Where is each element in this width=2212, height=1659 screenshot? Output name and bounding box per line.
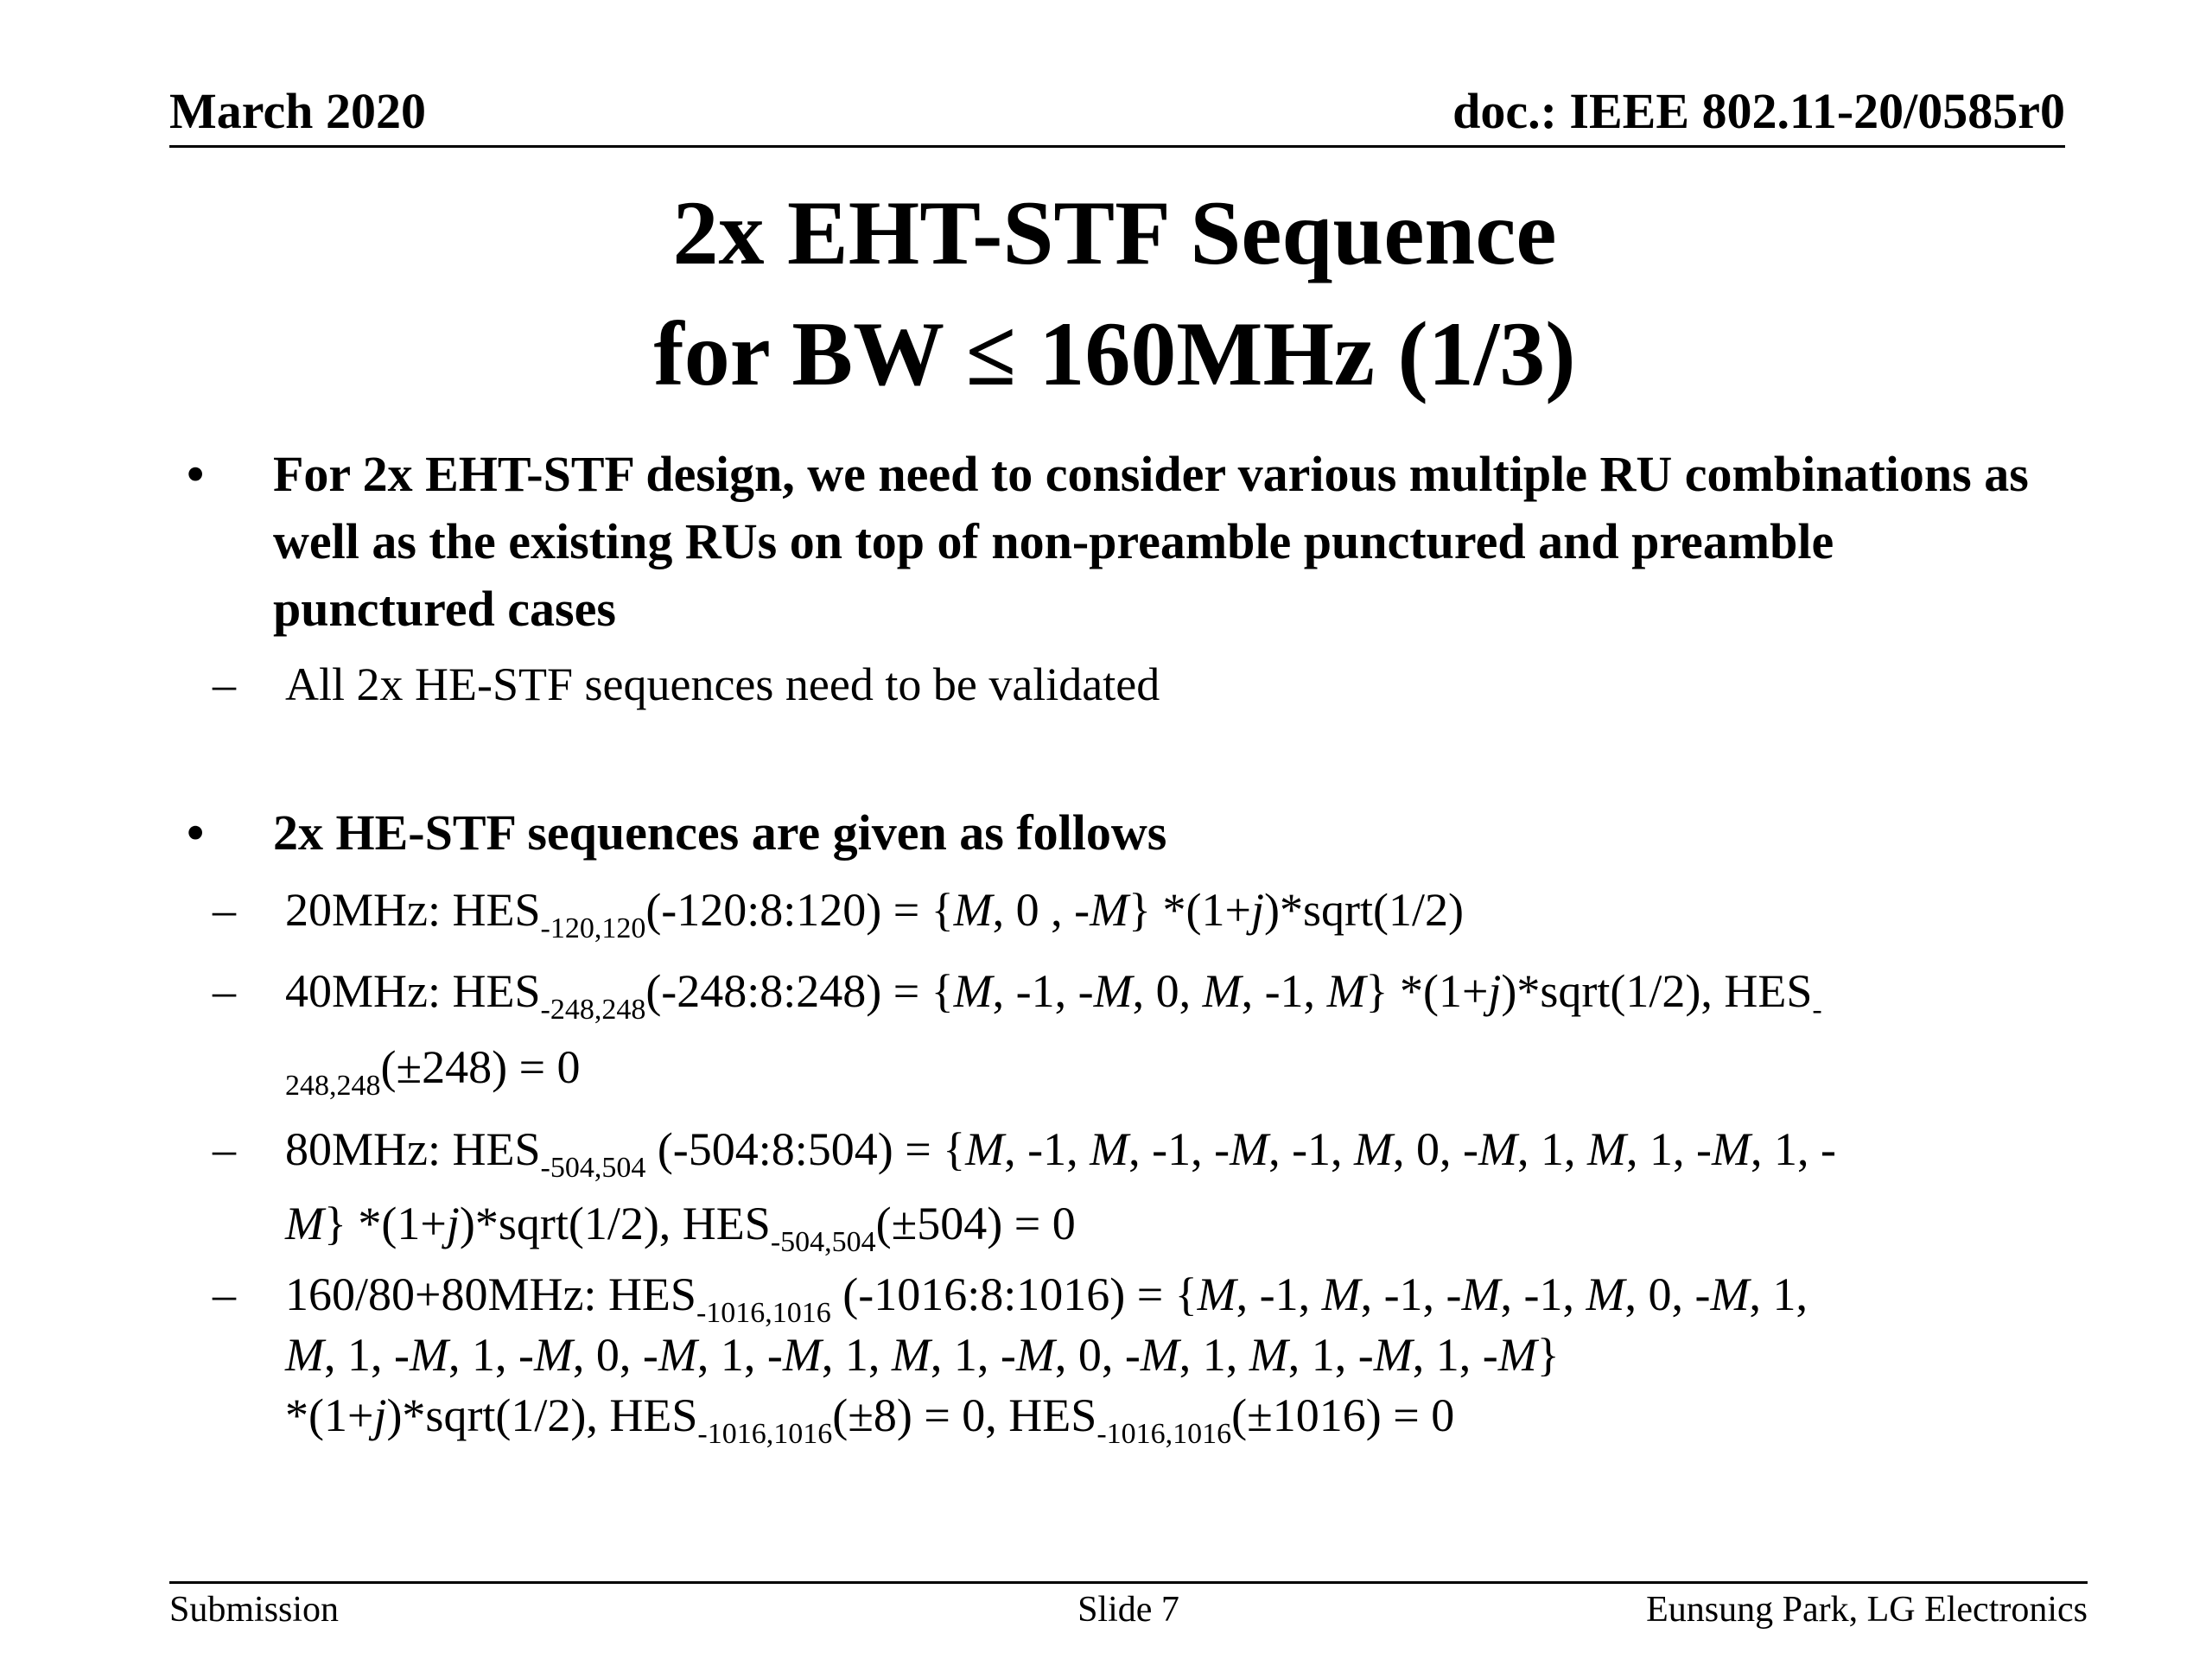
- bullet-1-text: For 2x EHT-STF design, we need to consider various multiple RU combinations as well as the existing RUs on top of non-preamble punctured and preamble punctured cases: [273, 446, 2029, 637]
- seq-m: M: [1461, 1268, 1501, 1320]
- bullet-2-text: 2x HE-STF sequences are given as follows: [273, 804, 1167, 861]
- seq-160-part: }: [1536, 1329, 1560, 1381]
- seq-j: j: [373, 1389, 387, 1441]
- seq-160-part: , 0, -: [1624, 1268, 1711, 1320]
- seq-m: M: [1711, 1123, 1751, 1175]
- seq-m: M: [953, 884, 993, 936]
- seq-40-index-2a: -: [1812, 994, 1822, 1026]
- bullet-item-1: [187, 441, 2044, 643]
- seq-m: M: [1249, 1329, 1288, 1381]
- seq-40-part: (±248) = 0: [380, 1041, 581, 1093]
- seq-m: M: [285, 1198, 324, 1249]
- seq-m: M: [1197, 1268, 1236, 1320]
- bullet-block-1: [187, 441, 2044, 719]
- seq-80-range: (-504:8:504) = {: [645, 1123, 966, 1175]
- seq-160-prefix: 160/80+80MHz: HES: [285, 1268, 696, 1320]
- seq-160-part: , 1, -: [696, 1329, 783, 1381]
- seq-40-part: } *(1+: [1365, 965, 1489, 1017]
- seq-160-part: , 1, -: [1412, 1329, 1498, 1381]
- dash-icon: –: [213, 658, 236, 710]
- seq-m: M: [1587, 1123, 1626, 1175]
- seq-80-part: , -1,: [1004, 1123, 1090, 1175]
- sub-item-40mhz: [100, 953, 2044, 1105]
- seq-m: M: [658, 1329, 697, 1381]
- seq-m: M: [1586, 1268, 1625, 1320]
- sub-item-validate: [100, 650, 2044, 719]
- seq-160-part: , 1, -: [448, 1329, 534, 1381]
- footer-submission: Submission: [169, 1590, 340, 1630]
- seq-160-index-2: -1016,1016: [697, 1418, 833, 1450]
- dash-icon: –: [213, 965, 236, 1017]
- seq-160-index: -1016,1016: [696, 1297, 831, 1329]
- sub-item-validate-text: All 2x HE-STF sequences need to be validated: [285, 658, 1160, 710]
- seq-160-part: , 1, -: [323, 1329, 410, 1381]
- seq-j: j: [446, 1198, 460, 1249]
- seq-m: M: [409, 1329, 448, 1381]
- dash-icon: –: [213, 1268, 236, 1320]
- seq-40-range: (-248:8:248) = {: [645, 965, 954, 1017]
- footer-author: Eunsung Park, LG Electronics: [1646, 1590, 2088, 1630]
- seq-40-prefix: 40MHz: HES: [285, 965, 541, 1017]
- seq-m: M: [1354, 1123, 1394, 1175]
- seq-80-part: , 1, -: [1625, 1123, 1712, 1175]
- seq-m: M: [782, 1329, 822, 1381]
- seq-m: M: [1497, 1329, 1537, 1381]
- seq-m: M: [953, 965, 993, 1017]
- footer-rule: [169, 1581, 2088, 1584]
- seq-160-part: (±8) = 0, HES: [832, 1389, 1097, 1441]
- seq-80-part: , 0, -: [1393, 1123, 1479, 1175]
- seq-20-tail: )*sqrt(1/2): [1263, 884, 1464, 936]
- seq-j: j: [1488, 965, 1502, 1017]
- seq-80-part: (±504) = 0: [875, 1198, 1076, 1249]
- seq-m: M: [1093, 965, 1133, 1017]
- seq-160-part: , 0, -: [1054, 1329, 1141, 1381]
- seq-160-part: , 1,: [1749, 1268, 1808, 1320]
- seq-j: j: [1250, 884, 1264, 936]
- seq-40-part: , 0,: [1132, 965, 1203, 1017]
- seq-40-part: , -1, -: [992, 965, 1094, 1017]
- seq-160-part: )*sqrt(1/2), HES: [386, 1389, 698, 1441]
- seq-80-part: , 1, -: [1750, 1123, 1836, 1175]
- seq-20-prefix: 20MHz: HES: [285, 884, 541, 936]
- bullet-item-2: [187, 799, 2044, 867]
- bullet-block-2: [187, 799, 2044, 1450]
- seq-m: M: [965, 1123, 1005, 1175]
- header-date: March 2020: [169, 83, 426, 139]
- seq-m: M: [533, 1329, 573, 1381]
- dash-icon: –: [213, 1123, 236, 1175]
- seq-20-index: -120,120: [540, 912, 646, 944]
- seq-40-index-2b: 248,248: [285, 1070, 381, 1102]
- seq-m: M: [1230, 1123, 1269, 1175]
- seq-m: M: [285, 1329, 324, 1381]
- slide-title: [0, 173, 2212, 415]
- seq-40-index: -248,248: [540, 994, 646, 1026]
- seq-160-range: (-1016:8:1016) = {: [830, 1268, 1198, 1320]
- bullet-dot-icon: •: [187, 804, 205, 861]
- seq-80-prefix: 80MHz: HES: [285, 1123, 541, 1175]
- seq-80-index-2: -504,504: [770, 1226, 876, 1258]
- seq-20-range: (-120:8:120) = {: [645, 884, 954, 936]
- seq-160-part: , 1, -: [1287, 1329, 1374, 1381]
- seq-160-part: , 0, -: [572, 1329, 658, 1381]
- seq-160-part: , -1,: [1500, 1268, 1586, 1320]
- sub-item-20mhz: [100, 875, 2044, 944]
- header-rule: [169, 145, 2065, 148]
- seq-80-part: } *(1+: [323, 1198, 447, 1249]
- seq-160-part: , -1, -: [1360, 1268, 1462, 1320]
- sub-item-80mhz: [100, 1112, 2044, 1261]
- seq-m: M: [1202, 965, 1242, 1017]
- seq-160-index-3: -1016,1016: [1096, 1418, 1232, 1450]
- dash-icon: –: [213, 884, 236, 936]
- header-doc-id: doc.: IEEE 802.11-20/0585r0: [1452, 83, 2065, 139]
- seq-160-part: (±1016) = 0: [1231, 1389, 1455, 1441]
- seq-m: M: [1478, 1123, 1517, 1175]
- seq-40-part: , -1,: [1241, 965, 1327, 1017]
- seq-80-part: , -1, -: [1128, 1123, 1230, 1175]
- bullet-dot-icon: •: [187, 446, 205, 502]
- seq-m: M: [1090, 884, 1129, 936]
- title-line-1: 2x EHT-STF Sequence: [672, 182, 1557, 283]
- seq-160-part: , 1,: [1179, 1329, 1249, 1381]
- seq-80-part: , -1,: [1268, 1123, 1355, 1175]
- seq-80-part: , 1,: [1517, 1123, 1587, 1175]
- seq-m: M: [1090, 1123, 1129, 1175]
- seq-20-end: } *(1+: [1128, 884, 1251, 936]
- seq-m: M: [1710, 1268, 1750, 1320]
- seq-80-index: -504,504: [540, 1152, 646, 1184]
- sub-item-160mhz: [100, 1264, 2044, 1450]
- title-line-2: for BW ≤ 160MHz (1/3): [653, 303, 1576, 404]
- seq-80-part: )*sqrt(1/2), HES: [459, 1198, 771, 1249]
- seq-40-part: )*sqrt(1/2), HES: [1501, 965, 1813, 1017]
- seq-m: M: [1015, 1329, 1055, 1381]
- seq-160-part: , 1, -: [930, 1329, 1016, 1381]
- seq-20-body: , 0 , -: [992, 884, 1090, 936]
- seq-160-part: , -1,: [1236, 1268, 1322, 1320]
- seq-160-part: , 1,: [821, 1329, 892, 1381]
- seq-m: M: [1321, 1268, 1361, 1320]
- footer-slide-number: Slide 7: [1077, 1590, 1179, 1630]
- seq-m: M: [1326, 965, 1366, 1017]
- seq-m: M: [1140, 1329, 1179, 1381]
- seq-m: M: [1373, 1329, 1413, 1381]
- seq-160-part: *(1+: [285, 1389, 374, 1441]
- seq-m: M: [891, 1329, 931, 1381]
